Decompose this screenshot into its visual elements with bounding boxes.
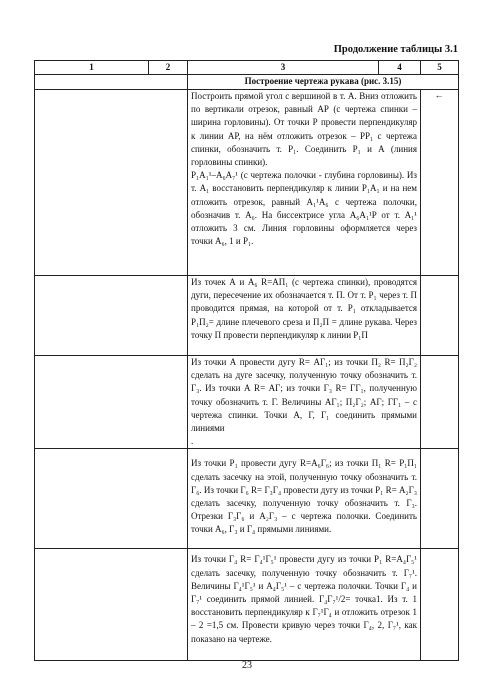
column5-cell	[421, 549, 459, 661]
column5-cell	[421, 276, 459, 356]
step-paragraph: Из точки А провести дугу R= АГ₁; из точки П₂ R= П₂Г₂ сделать на дуге засечку, полученную точку обозначить т. Г₃. Из точки А R= АГ; из точки Г₃ R= ГГ₁, полученную точку обозначить т. Г. Величины АГ₁; П₂Г₂; АГ; ГГ₁ – с чертежа спинки. Точки А, Г, Г₁ соединить прямыми линиями	[191, 357, 417, 434]
table-row	[35, 356, 459, 449]
step-paragraph: Из точки Р₁ провести дугу R=А₆Г₆; из точки П₁ R= Р₁П₁ сделать засечку на этой, полученную точку обозначить т. Г₆. Из точки Г₆ R= Г₃Г₄ провести дугу из точки Р₁ R= А₂Г₃ сделать засечку, полученную точку обозначить т. Г₃. Отрезки Г₃Г₆ и А₂Г₃ – с чертежа полочки. Соединить точки А₆, Г₃ и Г₄ прямыми линиями.	[191, 458, 417, 535]
table-row	[35, 549, 459, 661]
step-description	[188, 90, 421, 276]
step-paragraph: .	[191, 436, 194, 447]
table-row	[35, 276, 459, 356]
page-number: 23	[242, 660, 252, 671]
step-paragraph: Р₁А₁¹–А₆А₇¹ (с чертежа полочки - глубина горловины). Из т. А₁ восстановить перпендикуляр к линии Р₁А₁ и на нем отложить отрезок, равный А₁¹А₆ с чертежа полочки, обозначив т. А₆. На биссектрисе угла А₆А₁¹Р от т. А₁¹ отложить 3 см. Линия горловины оформляется через точки А₆, 1 и Р₁.	[191, 170, 417, 247]
table-row	[35, 449, 459, 549]
column-number: 4	[379, 61, 421, 75]
step-paragraph: Из точки Г₄ R= Г₄¹Г₅¹ провести дугу из точки Р₁ R=А₄Г₅¹ сделать засечку, полученную точку обозначить т. Г₇¹. Величины Г₄¹Г₅¹ и А₄Г₅¹ – с чертежа полочки. Точки Г₄ и Г₇¹ соединить прямой линией. Г₄Г₇¹/2= точка1. Из т. 1 восстановить перпендикуляр к Г₇¹Г₄ и отложить отрезок 1 – 2 =1,5 см. Провести кривую через точки Г₄, 2, Г₇¹, как показано на чертеже.	[191, 554, 417, 644]
construction-table	[34, 60, 459, 661]
section-title: Построение чертежа рукава (рис. 3.15)	[188, 75, 459, 90]
column-number: 5	[421, 61, 459, 75]
column5-mark	[421, 90, 459, 276]
step-paragraph: Построить прямой угол с вершиной в т. А. Вниз отложить по вертикали отрезок, равный АР (с чертежа спинки – ширина горловины). От точки Р провести перпендикуляр к линии АР, на нём отложить отрезок – РР₁ с чертежа спинки, обозначить т. Р₁. Соединить Р₁ и А (линия горловины спинки).	[191, 91, 417, 168]
column-number-row	[35, 61, 459, 75]
column5-cell	[421, 449, 459, 549]
step-description	[188, 356, 421, 449]
step-paragraph: Из точек А и А₆ R=АП₁ (с чертежа спинки), проводятся дуги, пересечение их обозначается т. П. От т. Р₁ через т. П проводится прямая, на которой от т. Р₁ откладывается Р₁П₂= длине плечевого среза и П₂П = длине рукава. Через точку П провести перпендикуляр к линии Р₁П	[191, 277, 417, 340]
column5-cell	[421, 356, 459, 449]
table-row	[35, 90, 459, 276]
step-description	[188, 276, 421, 356]
arrow-mark-icon: ↑	[433, 94, 444, 99]
step-description	[188, 549, 421, 661]
column-number: 1	[35, 61, 149, 75]
table-continuation-caption: Продолжение таблицы 3.1	[333, 44, 458, 55]
column-number: 2	[149, 61, 188, 75]
column-number: 3	[188, 61, 379, 75]
section-row	[35, 75, 459, 90]
step-description	[188, 449, 421, 549]
